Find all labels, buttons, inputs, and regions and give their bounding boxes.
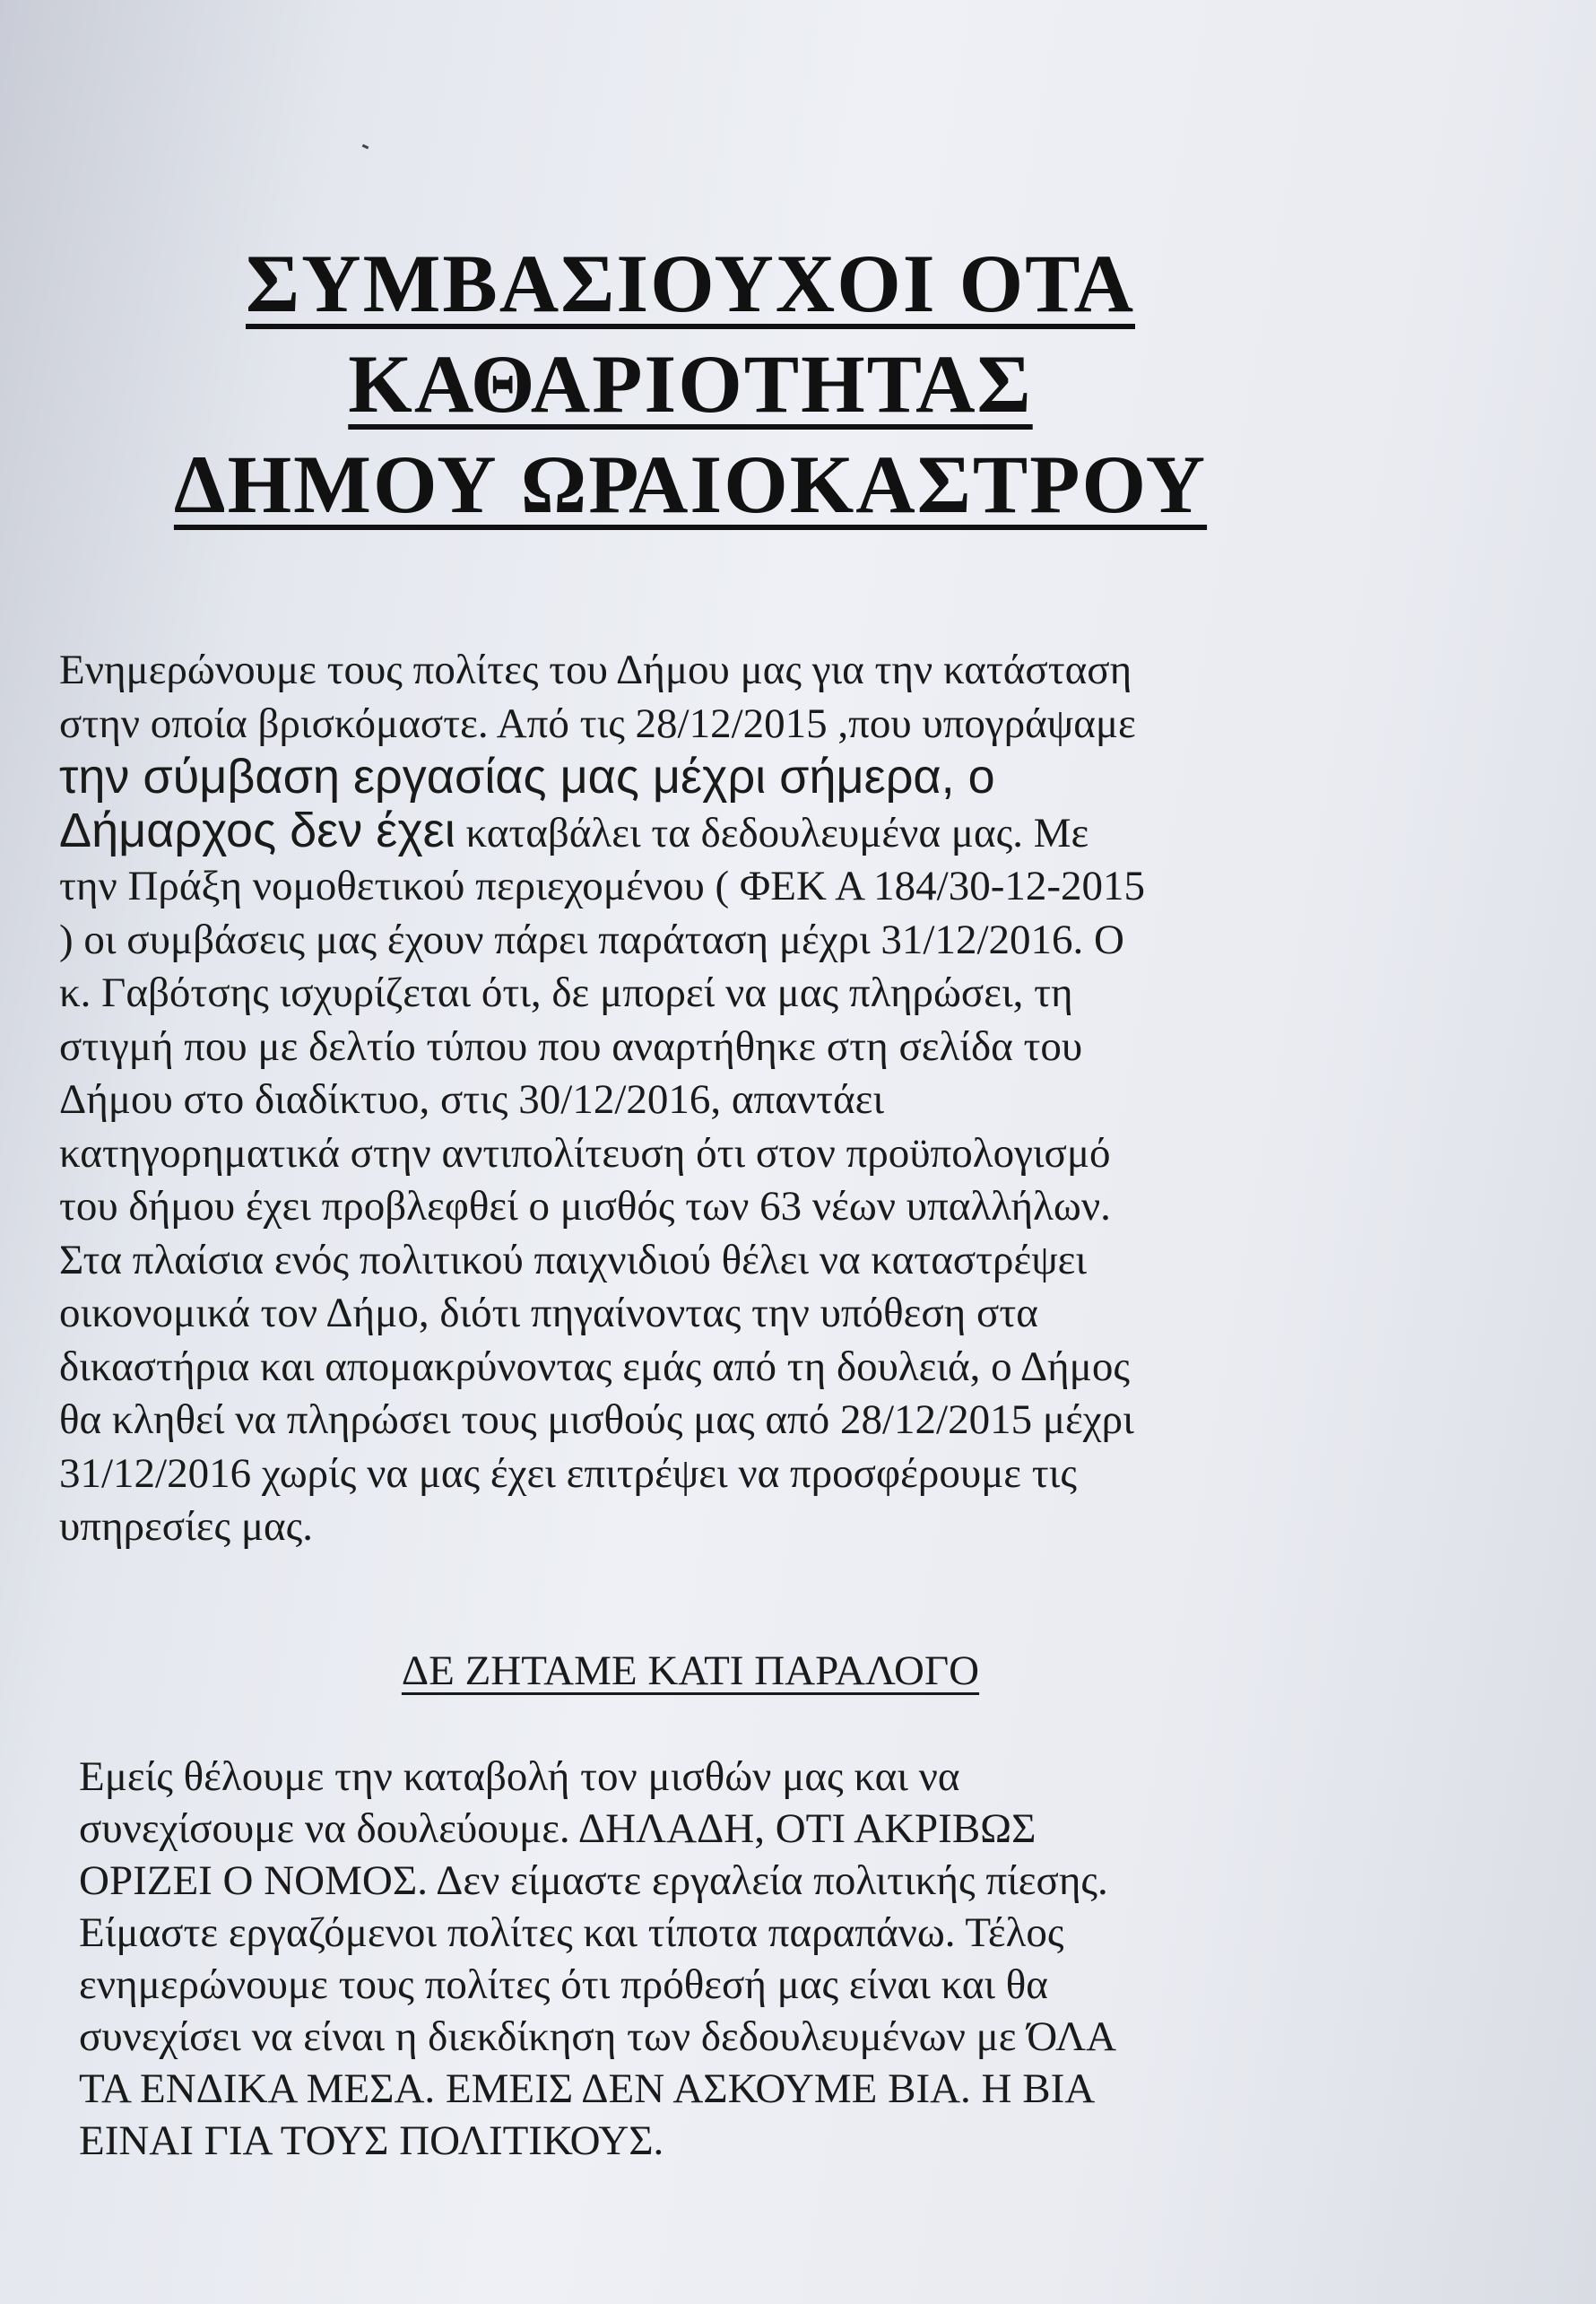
paragraph-line: ΕΙΝΑΙ ΓΙΑ ΤΟΥΣ ΠΟΛΙΤΙΚΟΥΣ.: [79, 2117, 664, 2164]
paragraph-line: ) οι συμβάσεις μας έχουν πάρει παράταση μέχρι 31/12/2016. Ο: [59, 916, 1124, 963]
paragraph-line: Ενημερώνουμε τους πολίτες του Δήμου μας για την κατάσταση: [59, 647, 1132, 693]
title-line-1: ΣΥΜΒΑΣΙΟΥΧΟΙ ΟΤΑ: [245, 238, 1136, 329]
paragraph-line: οικονομικά τον Δήμο, διότι πηγαίνοντας την υπόθεση στα: [59, 1290, 1038, 1336]
paragraph-line: Δήμου στο διαδίκτυο, στις 30/12/2016, απαντάει: [59, 1076, 885, 1123]
paragraph-line: δικαστήρια και απομακρύνοντας εμάς από τη δουλειά, ο Δήμος: [59, 1343, 1130, 1390]
paragraph-line: κατηγορηματικά στην αντιπολίτευση ότι στον προϋπολογισμό: [59, 1129, 1111, 1177]
paragraph-line: Εμείς θέλουμε την καταβολή τον μισθών μας και να: [79, 1753, 960, 1800]
paragraph-line: κ. Γαβότσης ισχυρίζεται ότι, δε μπορεί να μας πληρώσει, τη: [59, 969, 1073, 1016]
title-line-2: ΚΑΘΑΡΙΟΤΗΤΑΣ: [348, 338, 1033, 430]
paragraph-line: συνεχίσουμε να δουλεύουμε. ΔΗΛΑΔΗ, ΟΤΙ ΑΚΡΙΒΩΣ: [79, 1805, 1037, 1852]
paragraph-line: Είμαστε εργαζόμενοι πολίτες και τίποτα παραπάνω. Τέλος: [79, 1909, 1064, 1956]
paragraph-line: υπηρεσίες μας.: [59, 1503, 314, 1550]
paragraph-line: θα κληθεί να πληρώσει τους μισθούς μας από 28/12/2015 μέχρι: [59, 1396, 1134, 1443]
paper-speck: [362, 144, 369, 150]
paragraph-line: στιγμή που με δελτίο τύπου που αναρτήθηκε στη σελίδα του: [59, 1022, 1083, 1070]
paragraph-line: ΤΑ ΕΝΔΙΚΑ ΜΕΣΑ. ΕΜΕΙΣ ΔΕΝ ΑΣΚΟΥΜΕ ΒΙΑ. Η ΒΙΑ: [79, 2065, 1096, 2112]
subheading: ΔΕ ΖΗΤΑΜΕ ΚΑΤΙ ΠΑΡΑΛΟΓΟ: [401, 1648, 980, 1694]
paragraph-closing: [79, 1751, 1352, 2167]
paragraph-line: την Πράξη νομοθετικού περιεχομένου ( ΦΕΚ Α 184/30-12-2015: [59, 863, 1146, 909]
paragraph-line: συνεχίσει να είναι η διεκδίκηση των δεδουλευμένων με ΌΛΑ: [79, 2013, 1117, 2060]
paragraph-line-large: την σύμβαση εργασίας μας μέχρι σήμερα, ο: [59, 750, 995, 804]
paragraph-line: του δήμου έχει προβλεφθεί ο μισθός των 63 νέων υπαλλήλων.: [59, 1183, 1111, 1230]
paragraph-line: ενημερώνουμε τους πολίτες ότι πρόθεσή μας είναι και θα: [79, 1961, 1048, 2008]
paragraph-line: ΟΡΙΖΕΙ Ο ΝΟΜΟΣ. Δεν είμαστε εργαλεία πολιτικής πίεσης.: [79, 1857, 1108, 1904]
paragraph-intro: [59, 644, 1332, 1554]
paragraph-line: 31/12/2016 χωρίς να μας έχει επιτρέψει να προσφέρουμε τις: [59, 1449, 1077, 1497]
title-line-3: ΔΗΜΟΥ ΩΡΑΙΟΚΑΣΤΡΟΥ: [173, 439, 1208, 530]
large-text-fragment: Δήμαρχος δεν έχει: [59, 803, 455, 857]
paragraph-line-mixed: [59, 804, 1332, 861]
paragraph-line: στην οποία βρισκόμαστε. Από τις 28/12/2015 ,που υπογράψαμε: [59, 700, 1136, 747]
paragraph-line: Στα πλαίσια ενός πολιτικού παιχνιδιού θέλει να καταστρέψει: [59, 1236, 1088, 1283]
text-fragment: καταβάλει τα δεδουλευμένα μας. Με: [455, 809, 1089, 856]
